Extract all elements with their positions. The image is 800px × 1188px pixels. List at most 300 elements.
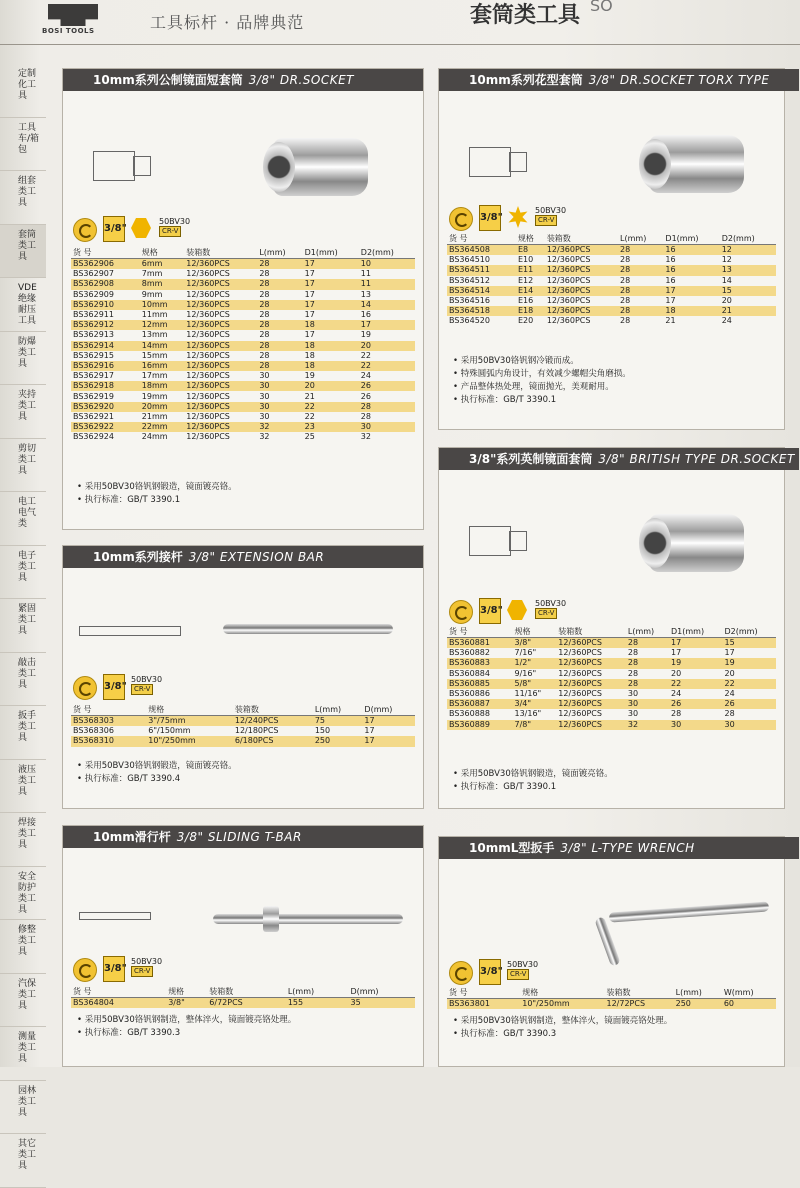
spec-table xyxy=(447,626,776,730)
sidebar-item-label: 定制化工具 xyxy=(18,69,37,101)
note-line: • 采用50BV30铬钒钢锻造，镜面镀亮铬。 xyxy=(77,760,397,773)
table-cell: 7/16" xyxy=(514,648,537,658)
table-cell: 5/8" xyxy=(513,679,557,689)
material-badges xyxy=(73,216,273,242)
sidebar-item[interactable] xyxy=(0,974,46,1028)
drive-size-badge: 3/8" xyxy=(479,959,501,985)
socket-opening-icon xyxy=(639,518,671,568)
note-line: • 产品整体热处理，镜面抛光，美观耐用。 xyxy=(453,381,773,394)
table-cell: BS364518 xyxy=(447,306,516,316)
sidebar-item-label: 汽保类工具 xyxy=(18,978,37,1011)
table-cell: 12/360PCS xyxy=(184,320,257,330)
table-row xyxy=(71,381,415,391)
table-cell: 28 xyxy=(257,320,302,330)
table-cell: 30 xyxy=(627,709,639,719)
technical-drawing-tip xyxy=(509,531,527,551)
table-row xyxy=(447,245,776,256)
material-badges xyxy=(73,674,273,700)
table-header-cell: 装箱数 xyxy=(556,626,626,638)
sidebar-item-label: 测量类工具 xyxy=(18,1032,37,1064)
table-cell: 30 xyxy=(259,371,270,381)
sidebar-item[interactable] xyxy=(0,867,46,921)
table-cell: 12/360PCS xyxy=(546,255,591,265)
table-cell: 19 xyxy=(722,658,776,668)
table-row xyxy=(71,290,415,300)
sidebar-item-label: 紧固类工具 xyxy=(18,604,37,636)
table-cell: 30 xyxy=(627,689,639,699)
material-badges xyxy=(449,205,649,231)
sidebar-item[interactable] xyxy=(0,813,46,867)
table-cell: 28 xyxy=(626,638,669,649)
panel-title-cn: 10mm系列公制镜面短套筒 xyxy=(93,73,243,87)
table-row xyxy=(71,320,415,330)
table-cell: 30 xyxy=(259,411,270,421)
sidebar-item[interactable] xyxy=(0,118,46,172)
table-header-cell: L(mm) xyxy=(618,233,663,245)
table-cell: 28 xyxy=(620,275,631,285)
table-header-cell: L(mm) xyxy=(674,987,722,999)
table-cell: 11 xyxy=(359,279,415,289)
table-cell: 16 xyxy=(360,310,371,320)
table-cell: 10"/250mm xyxy=(146,736,233,746)
torx-profile-icon xyxy=(507,206,529,228)
table-cell: 28 xyxy=(671,709,682,719)
table-row xyxy=(71,361,415,371)
table-header-cell: 货 号 xyxy=(71,247,140,259)
table-cell: 12/360PCS xyxy=(546,275,591,285)
panel-title xyxy=(63,69,423,91)
page-header xyxy=(0,0,800,45)
table-row xyxy=(71,310,415,320)
technical-drawing xyxy=(469,526,511,556)
sidebar-item[interactable] xyxy=(0,599,46,653)
panel-title-en: 3/8" SLIDING T-BAR xyxy=(176,830,302,844)
sliding-tbar-photo xyxy=(213,914,403,924)
table-cell: 28 xyxy=(259,330,270,340)
panel-title-cn: 10mm系列接杆 xyxy=(93,550,183,564)
table-row xyxy=(71,402,415,412)
sidebar-item-label: 焊接类工具 xyxy=(18,818,37,850)
table-header-cell: 货 号 xyxy=(447,987,520,999)
table-row xyxy=(71,351,415,361)
sidebar-item-label: 组套类工具 xyxy=(18,176,37,208)
table-cell: 22 xyxy=(304,411,315,421)
steel-grade xyxy=(535,206,566,226)
table-cell: 17 xyxy=(303,259,359,270)
steel-grade xyxy=(535,599,566,619)
panel-title-cn: 10mm滑行杆 xyxy=(93,830,171,844)
table-cell: BS362922 xyxy=(71,422,140,432)
table-cell: 21 xyxy=(304,391,315,401)
table-header-cell: D1(mm) xyxy=(663,233,719,245)
table-cell: 28 xyxy=(620,255,631,265)
table-cell: 19mm xyxy=(141,391,168,401)
table-cell: 12/360PCS xyxy=(545,286,618,296)
table-cell: 15 xyxy=(722,638,776,649)
sidebar-item[interactable] xyxy=(0,492,46,546)
table-cell: 9/16" xyxy=(514,668,537,678)
product-notes xyxy=(453,1015,773,1041)
table-cell: E14 xyxy=(516,286,545,296)
steel-grade-label: 50BV30 xyxy=(131,675,163,684)
note-line: • 采用50BV30铬钒钢制造，整体淬火，镜面镀亮铬处理。 xyxy=(453,1015,773,1028)
table-cell: 28 xyxy=(359,402,415,412)
note-line: • 采用50BV30铬钒钢冷锻而成。 xyxy=(453,355,773,368)
table-header-cell: L(mm) xyxy=(286,986,349,998)
sidebar-item[interactable] xyxy=(0,760,46,814)
table-row xyxy=(71,726,415,736)
table-header-cell: 货 号 xyxy=(71,986,166,998)
table-cell: E16 xyxy=(517,296,534,306)
quality-badge-icon xyxy=(73,676,97,700)
table-cell: 28 xyxy=(618,265,663,275)
sidebar-item[interactable] xyxy=(0,332,46,386)
spec-table xyxy=(71,986,415,1008)
note-line: • 执行标准：GB/T 3390.1 xyxy=(453,781,773,794)
table-cell: 12/180PCS xyxy=(234,726,279,736)
table-cell: 16 xyxy=(665,275,676,285)
table-row xyxy=(447,638,776,649)
table-cell: 10 xyxy=(359,259,415,270)
product-illustration xyxy=(73,862,403,952)
table-cell: E20 xyxy=(517,316,534,326)
material-badges xyxy=(449,598,649,624)
table-cell: 10"/250mm xyxy=(520,999,604,1010)
steel-grade-label: 50BV30 xyxy=(507,960,539,969)
sidebar-item[interactable] xyxy=(0,706,46,760)
table-cell: 17 xyxy=(303,279,359,289)
panel-metric-socket xyxy=(62,68,424,530)
table-cell: 12 xyxy=(720,245,776,256)
table-header-cell: 规格 xyxy=(146,704,233,716)
sidebar-item[interactable] xyxy=(0,1134,46,1188)
table-cell: 12/360PCS xyxy=(546,316,591,326)
steel-grade xyxy=(131,957,162,977)
table-cell: 12/360PCS xyxy=(186,391,230,401)
table-cell: 13/16" xyxy=(514,709,542,719)
table-row xyxy=(71,736,415,746)
table-cell: 30 xyxy=(257,381,302,391)
table-cell: 28 xyxy=(626,658,669,668)
note-line: • 执行标准：GB/T 3390.1 xyxy=(453,394,773,407)
table-cell: 28 xyxy=(620,296,631,306)
table-row xyxy=(71,716,415,727)
table-cell: 20 xyxy=(359,341,415,351)
table-header-cell: L(mm) xyxy=(257,247,302,259)
table-header-cell: 规格 xyxy=(140,247,184,259)
table-cell: E10 xyxy=(517,255,534,265)
table-header-cell: L(mm) xyxy=(313,704,363,716)
table-cell: 17 xyxy=(359,320,415,330)
table-cell: 12/360PCS xyxy=(184,341,257,351)
table-cell: BS362907 xyxy=(73,269,114,279)
table-cell: BS360882 xyxy=(449,648,490,658)
sidebar-item[interactable] xyxy=(0,171,46,225)
sidebar-item-label: 修整类工具 xyxy=(18,925,37,957)
table-cell: 6mm xyxy=(140,259,184,270)
technical-drawing-tip xyxy=(133,156,151,176)
table-cell: 28 xyxy=(626,679,669,689)
table-cell: 30 xyxy=(257,402,302,412)
table-cell: 28 xyxy=(259,289,270,299)
sidebar-item[interactable] xyxy=(0,439,46,493)
table-cell: 30 xyxy=(359,422,415,432)
panel-title-cn: 3/8"系列英制镜面套筒 xyxy=(469,452,593,466)
table-cell: 18 xyxy=(663,306,719,316)
table-cell: BS360883 xyxy=(447,658,513,668)
table-cell: 12/360PCS xyxy=(184,279,257,289)
table-cell: 12/360PCS xyxy=(186,411,230,421)
material-badges xyxy=(73,956,273,982)
sidebar-item[interactable] xyxy=(0,385,46,439)
sidebar-item-label: 安全防护类工具 xyxy=(18,871,37,915)
crv-label: CR-V xyxy=(159,226,181,237)
table-cell: 12/360PCS xyxy=(558,689,602,699)
table-cell: 23 xyxy=(303,422,359,432)
quality-badge-icon xyxy=(449,600,473,624)
table-row xyxy=(447,679,776,689)
table-cell: 22 xyxy=(359,361,415,371)
table-cell: 14 xyxy=(359,300,415,310)
table-cell: 12/360PCS xyxy=(186,371,230,381)
table-cell: 12/360PCS xyxy=(545,265,618,275)
table-header-cell: 规格 xyxy=(513,626,557,638)
table-cell: 12/360PCS xyxy=(186,310,230,320)
table-cell: 12/360PCS xyxy=(184,381,257,391)
panel-title xyxy=(439,448,799,470)
table-header-cell: 装箱数 xyxy=(207,986,286,998)
panel-sliding-tbar xyxy=(62,825,424,1067)
sidebar-item[interactable] xyxy=(0,920,46,974)
table-row xyxy=(71,412,415,422)
panel-title xyxy=(63,546,423,568)
table-cell: 3"/75mm xyxy=(146,716,233,727)
table-cell: 22 xyxy=(360,350,371,360)
table-cell: 3/4" xyxy=(513,699,557,709)
steel-grade xyxy=(159,217,190,237)
table-cell: 16 xyxy=(663,245,719,256)
sidebar-item[interactable] xyxy=(0,278,46,332)
table-cell: BS368306 xyxy=(73,726,114,736)
table-cell: BS364514 xyxy=(447,286,516,296)
category-sidebar xyxy=(0,64,46,1188)
table-row xyxy=(447,276,776,286)
table-cell: 7/8" xyxy=(513,720,557,730)
panel-title xyxy=(439,69,799,91)
spec-table xyxy=(447,987,776,1009)
table-cell: BS362913 xyxy=(73,330,114,340)
panel-title-en: 3/8" DR.SOCKET xyxy=(248,73,354,87)
panel-title-en: 3/8" BRITISH TYPE DR.SOCKET xyxy=(598,452,795,466)
socket-opening-icon xyxy=(263,142,295,192)
table-cell: 17 xyxy=(362,716,415,727)
table-cell: 21 xyxy=(720,306,776,316)
table-header-cell: 规格 xyxy=(516,233,545,245)
sidebar-item-label: 园林类工具 xyxy=(18,1085,37,1118)
table-cell: 20 xyxy=(724,668,735,678)
table-cell: 28 xyxy=(257,341,302,351)
table-cell: 24 xyxy=(671,689,682,699)
table-row xyxy=(71,341,415,351)
spec-table xyxy=(71,247,415,442)
crv-label: CR-V xyxy=(131,684,153,695)
table-cell: E11 xyxy=(516,265,545,275)
table-header-cell: D1(mm) xyxy=(303,247,359,259)
table-cell: 12/360PCS xyxy=(558,668,602,678)
table-header-cell: D2(mm) xyxy=(720,233,776,245)
sidebar-item-label: 夹持类工具 xyxy=(18,390,37,422)
sidebar-item-label: 套筒类工具 xyxy=(18,229,37,262)
table-cell: 35 xyxy=(349,998,416,1009)
sidebar-item-label: 剪切类工具 xyxy=(18,443,37,476)
table-cell: BS364520 xyxy=(449,316,490,326)
material-badges xyxy=(449,959,649,985)
l-wrench-photo xyxy=(609,901,769,922)
table-cell: 32 xyxy=(626,720,669,730)
table-cell: 6/180PCS xyxy=(233,736,313,746)
steel-grade xyxy=(507,960,538,980)
table-cell: 24 xyxy=(724,689,735,699)
table-header-cell: 规格 xyxy=(520,987,604,999)
product-illustration xyxy=(73,584,403,664)
table-cell: 75 xyxy=(313,716,363,727)
table-cell: 6/72PCS xyxy=(207,998,286,1009)
hex-profile-icon xyxy=(131,218,151,238)
table-cell: 32 xyxy=(257,422,302,432)
table-row xyxy=(447,720,776,730)
note-line: • 执行标准：GB/T 3390.4 xyxy=(77,773,397,786)
sidebar-item[interactable] xyxy=(0,546,46,600)
table-cell: BS362911 xyxy=(73,310,114,320)
table-cell: BS360884 xyxy=(449,668,490,678)
table-cell: 9mm xyxy=(141,289,163,299)
table-header-cell: D2(mm) xyxy=(359,247,415,259)
table-cell: 22 xyxy=(303,402,359,412)
table-cell: 12/360PCS xyxy=(558,648,602,658)
table-cell: BS362906 xyxy=(71,259,140,270)
table-row xyxy=(447,999,776,1010)
steel-grade-label: 50BV30 xyxy=(535,599,567,608)
table-cell: 17mm xyxy=(141,371,168,381)
table-cell: 32 xyxy=(360,432,371,442)
table-cell: 18 xyxy=(303,320,359,330)
table-header-cell: 货 号 xyxy=(447,626,513,638)
table-cell: 12/360PCS xyxy=(184,422,257,432)
steel-grade-label: 50BV30 xyxy=(535,206,567,215)
table-header-cell: 装箱数 xyxy=(184,247,257,259)
table-cell: BS362915 xyxy=(73,350,114,360)
table-cell: BS364511 xyxy=(447,265,516,275)
tbar-head-photo xyxy=(263,906,279,932)
sidebar-item[interactable] xyxy=(0,1027,46,1081)
sidebar-item-label: 其它类工具 xyxy=(18,1139,37,1171)
table-cell: BS362918 xyxy=(71,381,140,391)
table-cell: 24 xyxy=(721,316,732,326)
table-cell: BS360886 xyxy=(449,689,490,699)
product-notes xyxy=(77,1014,397,1040)
table-cell: BS368310 xyxy=(71,736,146,746)
sidebar-item[interactable] xyxy=(0,64,46,118)
table-header-cell: 货 号 xyxy=(447,233,516,245)
panel-title xyxy=(63,826,423,848)
quality-badge-icon xyxy=(73,958,97,982)
product-notes xyxy=(77,481,397,507)
table-row xyxy=(447,699,776,709)
table-cell: 20mm xyxy=(140,402,184,412)
table-cell: BS362912 xyxy=(71,320,140,330)
product-illustration xyxy=(449,99,779,219)
table-cell: BS362910 xyxy=(71,300,140,310)
table-cell: 19 xyxy=(304,371,315,381)
table-cell: 17 xyxy=(303,300,359,310)
table-row xyxy=(71,998,415,1009)
table-cell: E12 xyxy=(517,275,534,285)
table-header-cell: 装箱数 xyxy=(545,233,618,245)
sidebar-item[interactable] xyxy=(0,225,46,279)
table-cell: 20 xyxy=(303,381,359,391)
table-cell: BS362917 xyxy=(73,371,114,381)
table-cell: BS364508 xyxy=(447,245,516,256)
product-notes xyxy=(77,760,397,786)
panel-title-cn: 10mm系列花型套筒 xyxy=(469,73,583,87)
product-illustration xyxy=(449,867,779,967)
table-cell: 26 xyxy=(669,699,722,709)
note-line: • 执行标准：GB/T 3390.3 xyxy=(77,1027,397,1040)
sidebar-item[interactable] xyxy=(0,1081,46,1135)
table-cell: 155 xyxy=(286,998,349,1009)
table-cell: BS360887 xyxy=(447,699,513,709)
table-cell: 18mm xyxy=(140,381,184,391)
table-cell: 20 xyxy=(721,296,732,306)
table-cell: 28 xyxy=(259,269,270,279)
table-cell: 26 xyxy=(722,699,776,709)
table-header-cell: 货 号 xyxy=(71,704,146,716)
panel-title-cn: 10mmL型扳手 xyxy=(469,841,555,855)
table-cell: BS362909 xyxy=(73,289,114,299)
table-cell: 22mm xyxy=(140,422,184,432)
table-cell: 17 xyxy=(364,726,375,736)
panel-title xyxy=(439,837,799,859)
quality-badge-icon xyxy=(449,961,473,985)
section-title-tail: SO xyxy=(590,0,613,15)
table-cell: 28 xyxy=(618,245,663,256)
table-cell: 28 xyxy=(724,709,735,719)
table-row xyxy=(71,279,415,289)
table-header-cell: 装箱数 xyxy=(605,987,674,999)
table-cell: 12/72PCS xyxy=(605,999,674,1010)
panel-british-socket xyxy=(438,447,795,809)
table-cell: BS364516 xyxy=(449,296,490,306)
table-cell: 12/360PCS xyxy=(184,402,257,412)
table-cell: 30 xyxy=(669,720,722,730)
table-cell: 12/360PCS xyxy=(186,350,230,360)
table-cell: 30 xyxy=(722,720,776,730)
table-row xyxy=(71,300,415,310)
technical-drawing xyxy=(469,147,511,177)
table-cell: 28 xyxy=(257,361,302,371)
sidebar-item-label: 液压类工具 xyxy=(18,764,37,797)
table-row xyxy=(447,296,776,306)
logo-text: BOSI TOOLS xyxy=(42,27,95,35)
product-illustration xyxy=(73,99,403,229)
sidebar-item[interactable] xyxy=(0,653,46,707)
table-cell: 12/240PCS xyxy=(233,716,313,727)
table-cell: 28 xyxy=(257,279,302,289)
brand-slogan: 工具标杆 · 品牌典范 xyxy=(150,13,305,32)
table-header-cell: D1(mm) xyxy=(669,626,722,638)
table-cell: 15mm xyxy=(141,350,168,360)
drive-size-badge: 3/8" xyxy=(103,674,125,700)
